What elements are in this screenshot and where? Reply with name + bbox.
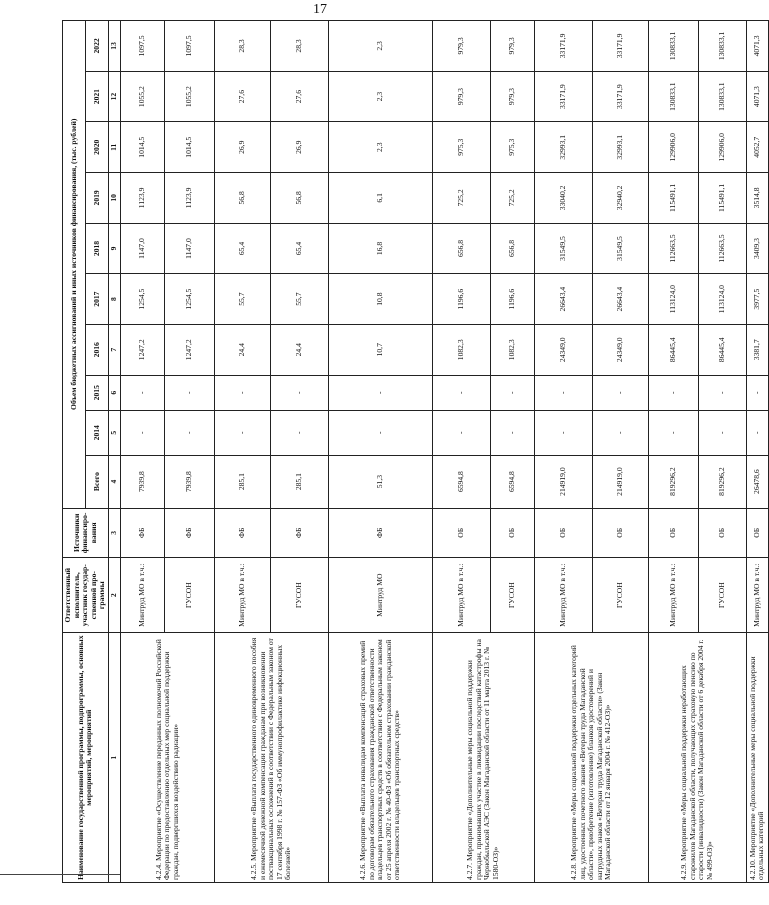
row-responsible: Минтруд МО [328,558,432,633]
row-value: 979,3 [490,21,534,72]
header-year: 2016 [85,324,108,375]
row-value: 32993,1 [534,122,592,173]
row-value: 10,7 [328,324,432,375]
table-row [432,21,490,883]
row-value: 975,3 [490,122,534,173]
row-value: - [432,375,490,410]
row-value: 130833,1 [648,21,698,72]
row-responsible: Минтруд МО в т.ч.: [648,558,698,633]
row-value: 24,4 [270,324,328,375]
column-number: 1 [108,633,120,883]
row-name: 4.2.6. Мероприятие «Выплата инвалидам компенсаций страховых премий по договорам обязательного страхования гражданской ответственности владельцев транспортных средств в соответствии с Федеральным законом от 25 апреля 2002 г. № 40-ФЗ «Об обязательном страховании гражданской ответственности владельцев транспортных средств» [328,633,432,883]
row-value: 113124,0 [698,274,746,325]
row-value: 4052,7 [746,122,768,173]
row-value: 2,3 [328,71,432,122]
row-value: 1123,9 [120,173,164,224]
row-value: 55,7 [270,274,328,325]
row-value: 26,9 [214,122,270,173]
row-value: - [746,375,768,410]
row-value: 979,3 [432,21,490,72]
header-year: 2021 [85,71,108,122]
row-value: 26643,4 [592,274,648,325]
page-number: 17 [313,2,327,17]
header-year: 2022 [85,21,108,72]
row-value: 1097,5 [120,21,164,72]
row-source: ОБ [592,508,648,557]
row-value: - [164,410,214,455]
row-value: - [164,375,214,410]
row-value: 24349,0 [592,324,648,375]
row-value: 214919,0 [534,455,592,508]
row-value: - [592,375,648,410]
row-value: 1196,6 [490,274,534,325]
header-source: Источники финансиро-вания [63,508,109,557]
header-year: 2014 [85,410,108,455]
row-value: 130833,1 [698,71,746,122]
row-value: - [648,375,698,410]
row-value: 1247,2 [164,324,214,375]
header-year: 2020 [85,122,108,173]
row-value: - [432,410,490,455]
row-value: 7939,8 [164,455,214,508]
row-responsible: ГУСОН [490,558,534,633]
table-row [746,21,768,883]
row-source: ФБ [164,508,214,557]
row-value: 26478,6 [746,455,768,508]
row-value: - [328,375,432,410]
column-number: 12 [108,71,120,122]
row-value: 24349,0 [534,324,592,375]
row-value: - [490,410,534,455]
row-value: 6594,8 [490,455,534,508]
row-value: 1097,5 [164,21,214,72]
row-value: 1123,9 [164,173,214,224]
header-year: 2015 [85,375,108,410]
table-row [214,21,270,883]
row-value: 819296,2 [698,455,746,508]
row-value: 115491,1 [698,173,746,224]
row-name: 4.2.8. Мероприятие «Меры социальной поддержки отдельных категорий лиц, удостоенных почетного звания «Ветеран труда Магаданской области», приобретение (изготовление) бланков удостоверений и нагрудных знаков «Ветеран труда Магаданской области» (Закон Магаданской области от 12 января 2004 г. № 412-ОЗ)» [534,633,648,883]
row-source: ФБ [270,508,328,557]
row-responsible: Минтруд МО в т.ч.: [746,558,768,633]
row-value: 285,1 [214,455,270,508]
row-value: 285,1 [270,455,328,508]
row-value: 86445,4 [648,324,698,375]
table-body [120,21,768,883]
row-value: 56,8 [214,173,270,224]
row-value: 3409,3 [746,223,768,274]
row-value: 24,4 [214,324,270,375]
row-responsible: Минтруд МО в т.ч.: [214,558,270,633]
row-value: 1247,2 [120,324,164,375]
column-numbers-row [108,21,120,883]
row-value: 1055,2 [164,71,214,122]
header-total: Всего [85,455,108,508]
column-number: 4 [108,455,120,508]
row-value: 1254,5 [120,274,164,325]
row-value: 2,3 [328,122,432,173]
row-value: 32940,2 [592,173,648,224]
row-value: 725,2 [490,173,534,224]
row-source: ФБ [328,508,432,557]
header-responsible: Ответственный исполнитель, участник государ-ственной про-граммы [63,558,109,633]
row-value: - [270,410,328,455]
row-value: 33040,2 [534,173,592,224]
row-value: 115491,1 [648,173,698,224]
row-value: 129906,0 [698,122,746,173]
row-responsible: Минтруд МО в т.ч.: [534,558,592,633]
row-responsible: ГУСОН [592,558,648,633]
row-source: ФБ [214,508,270,557]
header-volume: Объем бюджетных ассигнований и иных источников финансирования, (тыс. рублей) [63,21,86,509]
row-value: 31549,5 [534,223,592,274]
row-value: 65,4 [270,223,328,274]
row-source: ОБ [698,508,746,557]
row-value: 26,9 [270,122,328,173]
row-responsible: ГУСОН [698,558,746,633]
row-value: 112663,5 [648,223,698,274]
row-value: 112663,5 [698,223,746,274]
column-number: 13 [108,21,120,72]
row-responsible: Минтруд МО в т.ч.: [120,558,164,633]
header-year: 2018 [85,223,108,274]
row-value: - [698,375,746,410]
row-source: ОБ [490,508,534,557]
column-number: 7 [108,324,120,375]
row-value: 6594,8 [432,455,490,508]
row-value: 1014,5 [164,122,214,173]
row-name: 4.2.9. Мероприятие «Меры социальной поддержки неработающих старожилов Магаданской области, получающих страховую пенсию по старости (инвалидности) (Закон Магаданской области от 6 декабря 2004 г. № 499-ОЗ)» [648,633,746,883]
row-value: 33171,9 [534,21,592,72]
row-name: 4.2.10. Мероприятие «Дополнительные меры социальной поддержки отдельных категорий [746,633,768,883]
row-value: 28,3 [270,21,328,72]
row-value: 1196,6 [432,274,490,325]
column-number: 6 [108,375,120,410]
header-year: 2017 [85,274,108,325]
column-number: 11 [108,122,120,173]
row-value: 65,4 [214,223,270,274]
row-source: ОБ [432,508,490,557]
row-value: - [214,410,270,455]
row-value: 1082,3 [490,324,534,375]
row-value: 32993,1 [592,122,648,173]
row-value: 7939,8 [120,455,164,508]
table-row [648,21,698,883]
column-number: 10 [108,173,120,224]
row-value: 656,8 [432,223,490,274]
row-value: - [746,410,768,455]
header-year: 2019 [85,173,108,224]
row-value: 33171,9 [592,21,648,72]
row-value: 2,3 [328,21,432,72]
row-value: 129906,0 [648,122,698,173]
row-value: 4071,3 [746,71,768,122]
row-value: 33171,9 [592,71,648,122]
row-source: ОБ [746,508,768,557]
header-row [63,21,86,883]
row-value: 979,3 [432,71,490,122]
row-value: 1147,0 [164,223,214,274]
row-value: 4071,3 [746,21,768,72]
row-value: - [214,375,270,410]
row-value: 26643,4 [534,274,592,325]
row-value: 214919,0 [592,455,648,508]
row-value: 1147,0 [120,223,164,274]
row-value: 1254,5 [164,274,214,325]
row-value: 1014,5 [120,122,164,173]
rotated-table-wrapper [62,20,766,883]
row-value: 10,8 [328,274,432,325]
row-name: 4.2.4. Мероприятие «Осуществление переданных полномочий Российской Федерации по предоставлению отдельных мер социальной поддержки граждан, подвергшихся воздействию радиации» [120,633,214,883]
column-number: 8 [108,274,120,325]
row-value: 656,8 [490,223,534,274]
row-value: 130833,1 [648,71,698,122]
table-row [534,21,592,883]
row-value: - [648,410,698,455]
row-responsible: Минтруд МО в т.ч.: [432,558,490,633]
financing-table [62,20,769,883]
header-name: Наименование государственной программы, подпрограммы, основных мероприятий, мероприятий [63,633,109,883]
row-value: 130833,1 [698,21,746,72]
row-value: 6,1 [328,173,432,224]
row-value: 113124,0 [648,274,698,325]
row-value: 975,3 [432,122,490,173]
column-number: 9 [108,223,120,274]
row-value: 27,6 [214,71,270,122]
row-value: 1082,3 [432,324,490,375]
row-source: ФБ [120,508,164,557]
row-value: 86445,4 [698,324,746,375]
row-value: - [698,410,746,455]
table-row [120,21,164,883]
row-value: - [592,410,648,455]
footer-rule [0,874,120,875]
row-value: 33171,9 [534,71,592,122]
row-value: 16,8 [328,223,432,274]
row-value: 725,2 [432,173,490,224]
row-value: 819296,2 [648,455,698,508]
row-value: - [534,375,592,410]
row-responsible: ГУСОН [270,558,328,633]
row-value: 1055,2 [120,71,164,122]
row-value: - [534,410,592,455]
row-value: 3977,5 [746,274,768,325]
column-number: 5 [108,410,120,455]
row-source: ОБ [534,508,592,557]
row-value: - [270,375,328,410]
row-value: 979,3 [490,71,534,122]
row-responsible: ГУСОН [164,558,214,633]
row-value: 31549,5 [592,223,648,274]
row-name: 4.2.7. Мероприятие «Дополнительные меры социальной поддержки граждан, принимавших участие в ликвидации последствий катастрофы на Чернобыльской АЭС (Закон Магаданской области от 11 марта 2013 г. № 1580-ОЗ)» [432,633,534,883]
row-value: - [120,375,164,410]
row-value: - [120,410,164,455]
row-value: - [328,410,432,455]
row-value: - [490,375,534,410]
row-value: 56,8 [270,173,328,224]
row-value: 3514,8 [746,173,768,224]
column-number: 3 [108,508,120,557]
row-value: 28,3 [214,21,270,72]
row-value: 27,6 [270,71,328,122]
row-value: 55,7 [214,274,270,325]
row-source: ОБ [648,508,698,557]
row-value: 51,3 [328,455,432,508]
row-value: 3381,7 [746,324,768,375]
table-row [328,21,432,883]
row-name: 4.2.5. Мероприятие «Выплата государственного единовременного пособия и ежемесячной денежной компенсации гражданам при возникновении поствакцинальных осложнений в соответствии с Федеральным законом от 17 сентября 1998 г. № 157-ФЗ «Об иммунопрофилактике инфекционных болезней» [214,633,328,883]
column-number: 2 [108,558,120,633]
